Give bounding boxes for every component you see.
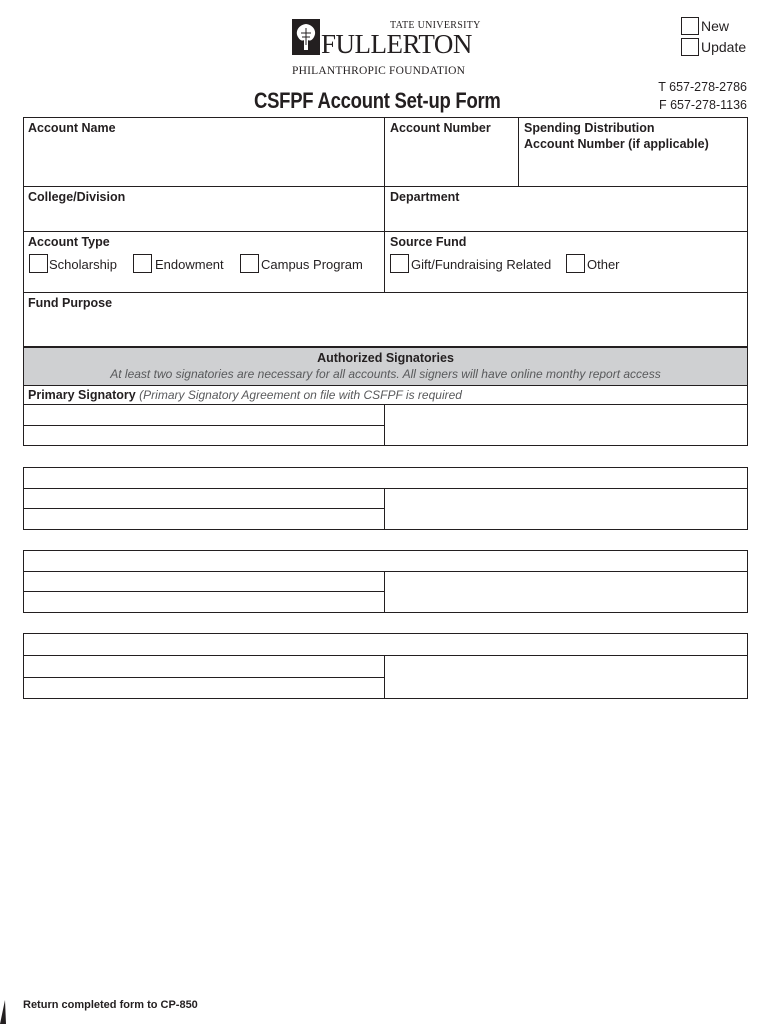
other-label: Other: [587, 257, 620, 272]
signatories-note: At least two signatories are necessary for all accounts. All signers will have online monthy report access: [110, 367, 661, 381]
signatory-4-name-field[interactable]: [24, 656, 384, 677]
source-fund-label: Source Fund: [390, 235, 467, 249]
signatory-4-header-field[interactable]: [24, 634, 746, 655]
signatory-2-header-field[interactable]: [24, 468, 746, 488]
department-label: Department: [390, 190, 460, 204]
logo-top-text: TATE UNIVERSITY: [390, 20, 481, 31]
new-label: New: [701, 18, 730, 34]
logo-sub-text: PHILANTHROPIC FOUNDATION: [292, 65, 466, 77]
endowment-label: Endowment: [155, 257, 224, 272]
form-title: CSFPF Account Set-up Form: [254, 88, 501, 113]
signatory-2-signature-field[interactable]: [385, 489, 746, 528]
logo-main-text: FULLERTON: [321, 29, 472, 59]
spending-distribution-label-2: Account Number (if applicable): [524, 137, 709, 151]
signatory-2-title-field[interactable]: [24, 509, 384, 528]
account-number-label: Account Number: [390, 121, 491, 135]
update-label: Update: [701, 39, 747, 55]
fax-number: F 657-278-1136: [658, 98, 747, 112]
primary-signatory-name-field[interactable]: [24, 405, 384, 425]
new-checkbox[interactable]: [681, 17, 699, 35]
scholarship-checkbox[interactable]: [29, 254, 48, 273]
campus-program-checkbox[interactable]: [240, 254, 259, 273]
fund-purpose-label: Fund Purpose: [28, 296, 113, 310]
phone-number: T 657-278-2786: [658, 80, 747, 94]
signatory-3-title-field[interactable]: [24, 592, 384, 611]
scholarship-label: Scholarship: [49, 257, 117, 272]
page-corner-mark: [0, 1000, 6, 1024]
signatory-4-signature-field[interactable]: [385, 656, 746, 697]
gift-fundraising-checkbox[interactable]: [390, 254, 409, 273]
endowment-checkbox[interactable]: [133, 254, 152, 273]
return-instructions: Return completed form to CP-850: [23, 999, 198, 1011]
fund-purpose-field[interactable]: [24, 293, 746, 345]
signatory-2-name-field[interactable]: [24, 489, 384, 508]
spending-distribution-label: Spending Distribution: [524, 121, 655, 135]
primary-signatory-signature-field[interactable]: [385, 405, 746, 445]
signatory-3-signature-field[interactable]: [385, 572, 746, 611]
account-type-label: Account Type: [28, 235, 110, 249]
primary-signatory-title: Primary Signatory: [28, 388, 136, 402]
signatory-3-header-field[interactable]: [24, 551, 746, 571]
campus-program-label: Campus Program: [261, 257, 363, 272]
primary-signatory-title-field[interactable]: [24, 426, 384, 445]
signatory-3-name-field[interactable]: [24, 572, 384, 591]
gift-fundraising-label: Gift/Fundraising Related: [411, 257, 552, 272]
primary-signatory-note: (Primary Signatory Agreement on file with CSFPF is required: [139, 388, 462, 402]
other-checkbox[interactable]: [566, 254, 585, 273]
signatory-4-title-field[interactable]: [24, 678, 384, 697]
account-name-label: Account Name: [28, 121, 116, 135]
college-division-label: College/Division: [28, 190, 126, 204]
signatories-title: Authorized Signatories: [317, 351, 454, 365]
tree-icon: [292, 19, 320, 55]
update-checkbox[interactable]: [681, 38, 699, 56]
